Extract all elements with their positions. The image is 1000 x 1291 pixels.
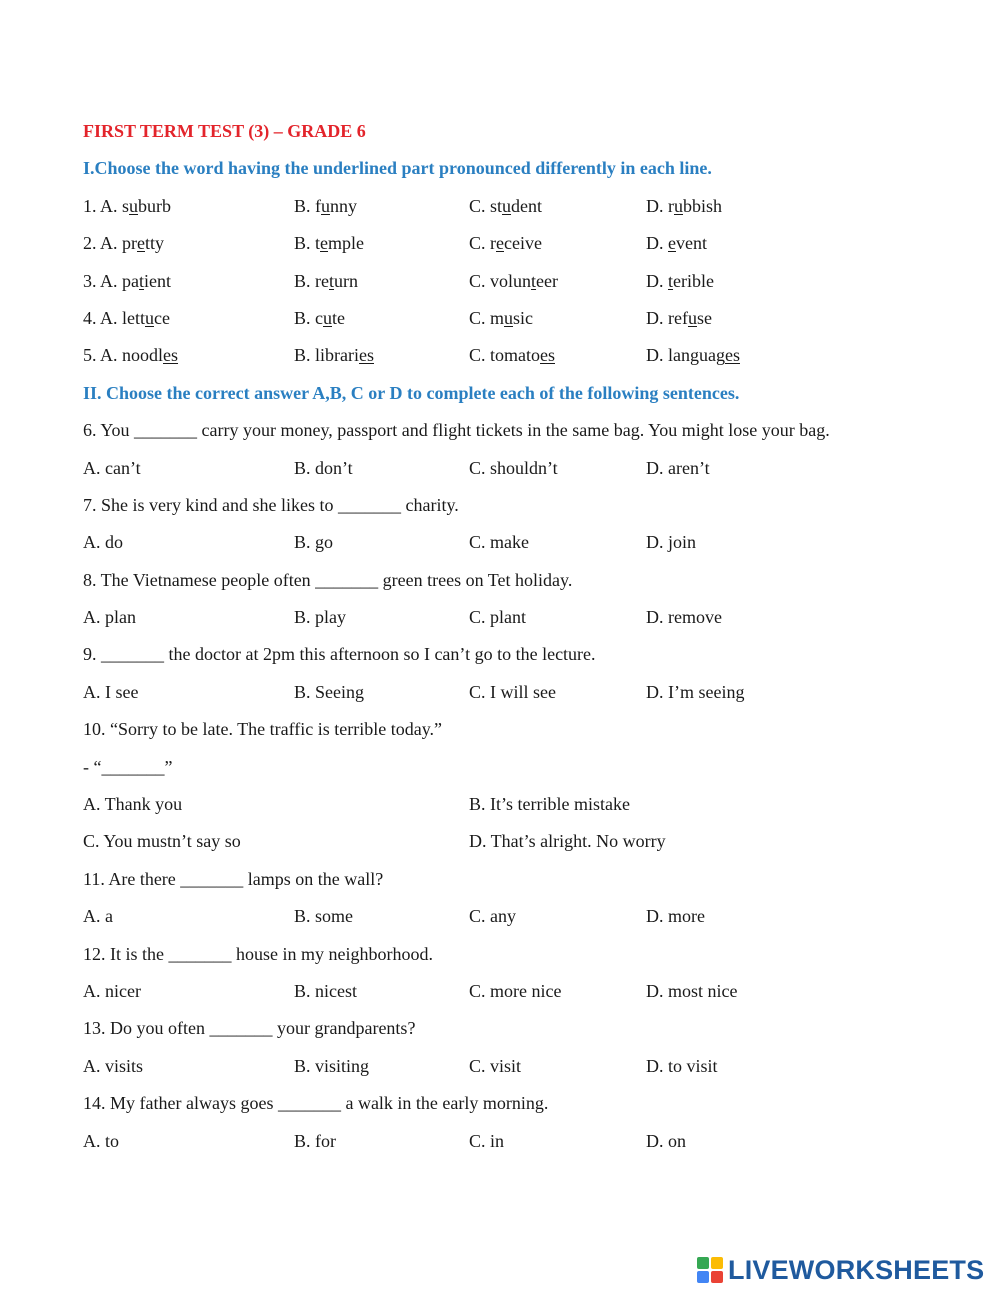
option-d[interactable]: D. most nice xyxy=(646,980,738,1001)
option-b[interactable]: B. some xyxy=(294,906,354,927)
option-d[interactable]: D. aren’t xyxy=(646,457,710,478)
section-2-heading: II. Choose the correct answer A,B, C or D to complete each of the following sentences. xyxy=(83,382,740,403)
logo-text: LIVEWORKSHEETS xyxy=(728,1254,985,1285)
option-a[interactable]: A. I see xyxy=(83,681,139,702)
option-d[interactable]: D. rubbish xyxy=(646,195,723,216)
question-stem: 8. The Vietnamese people often _______ green trees on Tet holiday. xyxy=(83,569,573,590)
options-row xyxy=(83,1123,963,1160)
question-row xyxy=(83,263,963,300)
question-stem: 12. It is the _______ house in my neighborhood. xyxy=(83,943,433,964)
options-row xyxy=(83,823,963,860)
option-a[interactable]: 4. A. lettuce xyxy=(83,307,170,328)
option-c[interactable]: C. tomatoes xyxy=(469,345,555,366)
option-c[interactable]: C. volunteer xyxy=(469,270,559,291)
option-c[interactable]: C. music xyxy=(469,307,534,328)
option-b[interactable]: B. for xyxy=(294,1130,336,1151)
question-stem: 9. _______ the doctor at 2pm this afternoon so I can’t go to the lecture. xyxy=(83,644,596,665)
option-c[interactable]: C. You mustn’t say so xyxy=(83,831,241,852)
option-a[interactable]: A. can’t xyxy=(83,457,141,478)
option-b[interactable]: B. libraries xyxy=(294,345,374,366)
section-1-heading: I.Choose the word having the underlined part pronounced differently in each line. xyxy=(83,158,712,179)
question-reply: - “_______” xyxy=(83,756,173,777)
option-b[interactable]: B. go xyxy=(294,532,334,553)
option-c[interactable]: C. make xyxy=(469,532,529,553)
options-row xyxy=(83,898,963,935)
option-d[interactable]: D. join xyxy=(646,532,697,553)
liveworksheets-logo[interactable] xyxy=(697,1252,984,1288)
option-d[interactable]: D. I’m seeing xyxy=(646,681,745,702)
logo-tile xyxy=(697,1271,709,1283)
option-b[interactable]: B. funny xyxy=(294,195,357,216)
option-a[interactable]: A. visits xyxy=(83,1055,144,1076)
option-b[interactable]: B. It’s terrible mistake xyxy=(469,794,630,815)
question-row xyxy=(83,300,963,337)
option-d[interactable]: D. That’s alright. No worry xyxy=(469,831,666,852)
option-a[interactable]: 5. A. noodles xyxy=(83,345,179,366)
option-c[interactable]: C. more nice xyxy=(469,980,562,1001)
option-d[interactable]: D. more xyxy=(646,906,705,927)
logo-tile xyxy=(697,1257,709,1269)
options-row xyxy=(83,599,963,636)
option-d[interactable]: D. to visit xyxy=(646,1055,718,1076)
liveworksheets-logo-icon xyxy=(697,1257,723,1283)
option-b[interactable]: B. Seeing xyxy=(294,681,364,702)
option-a[interactable]: 3. A. patient xyxy=(83,270,172,291)
page-title: FIRST TERM TEST (3) – GRADE 6 xyxy=(83,121,366,141)
question-stem: 11. Are there _______ lamps on the wall? xyxy=(83,868,384,889)
options-row xyxy=(83,674,963,711)
option-c[interactable]: C. any xyxy=(469,906,516,927)
options-row xyxy=(83,786,963,823)
option-c[interactable]: C. in xyxy=(469,1130,505,1151)
options-row xyxy=(83,524,963,561)
option-b[interactable]: B. visiting xyxy=(294,1055,370,1076)
option-c[interactable]: C. visit xyxy=(469,1055,522,1076)
question-row xyxy=(83,188,963,225)
option-c[interactable]: C. shouldn’t xyxy=(469,457,558,478)
option-a[interactable]: 2. A. pretty xyxy=(83,233,165,254)
option-a[interactable]: A. nicer xyxy=(83,980,141,1001)
worksheet xyxy=(83,113,963,1160)
option-d[interactable]: D. languages xyxy=(646,345,740,366)
option-b[interactable]: B. play xyxy=(294,607,346,628)
options-row xyxy=(83,973,963,1010)
option-a[interactable]: A. plan xyxy=(83,607,136,628)
option-b[interactable]: B. cute xyxy=(294,307,345,328)
option-d[interactable]: D. refuse xyxy=(646,307,712,328)
option-a[interactable]: A. Thank you xyxy=(83,794,183,815)
options-row xyxy=(83,450,963,487)
option-c[interactable]: C. receive xyxy=(469,233,542,254)
option-a[interactable]: A. to xyxy=(83,1130,119,1151)
question-stem: 7. She is very kind and she likes to _______ charity. xyxy=(83,494,459,515)
logo-tile xyxy=(711,1271,723,1283)
logo-tile xyxy=(711,1257,723,1269)
option-c[interactable]: C. student xyxy=(469,195,543,216)
options-row xyxy=(83,1048,963,1085)
question-stem: 13. Do you often _______ your grandparents? xyxy=(83,1018,416,1039)
option-d[interactable]: D. on xyxy=(646,1130,686,1151)
option-a[interactable]: A. a xyxy=(83,906,113,927)
question-row xyxy=(83,337,963,374)
option-b[interactable]: B. nicest xyxy=(294,980,357,1001)
option-b[interactable]: B. temple xyxy=(294,233,365,254)
question-row xyxy=(83,225,963,262)
option-d[interactable]: D. terible xyxy=(646,270,714,291)
question-stem: 6. You _______ carry your money, passport and flight tickets in the same bag. You might lose your bag. xyxy=(83,420,830,441)
option-c[interactable]: C. I will see xyxy=(469,681,556,702)
option-d[interactable]: D. event xyxy=(646,233,707,254)
option-a[interactable]: 1. A. suburb xyxy=(83,195,172,216)
option-c[interactable]: C. plant xyxy=(469,607,526,628)
option-d[interactable]: D. remove xyxy=(646,607,722,628)
question-stem: 10. “Sorry to be late. The traffic is terrible today.” xyxy=(83,719,443,740)
option-a[interactable]: A. do xyxy=(83,532,123,553)
option-b[interactable]: B. don’t xyxy=(294,457,353,478)
question-stem: 14. My father always goes _______ a walk in the early morning. xyxy=(83,1093,549,1114)
option-b[interactable]: B. return xyxy=(294,270,359,291)
